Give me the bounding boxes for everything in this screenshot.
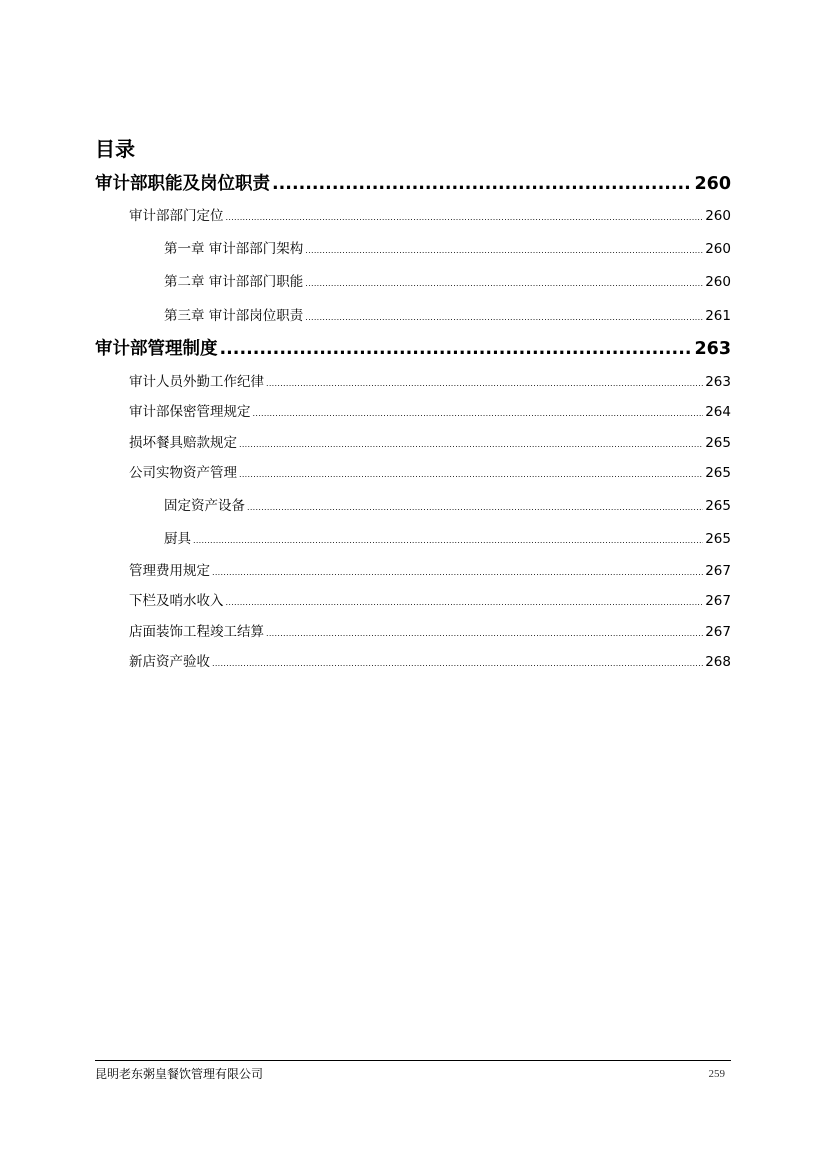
toc-entry-label: 店面装饰工程竣工结算 [129, 624, 264, 640]
toc-entry-label: 审计部部门定位 [129, 208, 224, 224]
toc-entry-page: 260 [705, 241, 731, 257]
dot-leader [220, 337, 693, 361]
toc-entry-page: 260 [694, 174, 731, 194]
toc-entry-label: 审计人员外勤工作纪律 [129, 374, 264, 390]
toc-entry-label: 第二章 审计部部门职能 [164, 274, 304, 290]
dot-leader [226, 211, 704, 225]
toc-entry[interactable] [129, 403, 731, 421]
toc-entry-label: 第三章 审计部岗位职责 [164, 308, 304, 324]
toc-entry-page: 267 [705, 624, 731, 640]
toc-entry-label: 下栏及哨水收入 [129, 593, 224, 609]
toc-entry-page: 265 [705, 498, 731, 514]
toc-entry[interactable] [129, 653, 731, 671]
toc-entry-page: 265 [705, 531, 731, 547]
toc-entry-page: 263 [694, 339, 731, 359]
toc-entry-page: 268 [705, 654, 731, 670]
dot-leader [305, 277, 703, 291]
dot-leader [305, 311, 703, 325]
toc-entry-page: 261 [705, 308, 731, 324]
toc-entry[interactable] [95, 337, 731, 361]
dot-leader [193, 534, 703, 548]
footer-company-name: 昆明老东粥皇餐饮管理有限公司 [95, 1067, 264, 1081]
toc-entry-label: 管理费用规定 [129, 563, 210, 579]
toc-entry[interactable] [129, 562, 731, 580]
dot-leader [226, 596, 704, 610]
toc-entry-page: 260 [705, 208, 731, 224]
toc-entry[interactable] [129, 592, 731, 610]
toc-entry[interactable] [129, 207, 731, 225]
dot-leader [239, 468, 703, 482]
toc-entry[interactable] [164, 307, 731, 325]
toc-entry-page: 267 [705, 593, 731, 609]
toc-entry-page: 265 [705, 465, 731, 481]
toc-entry-label: 公司实物资产管理 [129, 465, 237, 481]
dot-leader [266, 627, 703, 641]
footer-page-number: 259 [708, 1068, 725, 1080]
toc-entry[interactable] [129, 464, 731, 482]
toc-entry-label: 审计部管理制度 [95, 339, 218, 359]
toc-entry[interactable] [95, 172, 731, 196]
toc-entry-label: 审计部职能及岗位职责 [95, 174, 270, 194]
toc-entry[interactable] [164, 240, 731, 258]
toc-entry-page: 263 [705, 374, 731, 390]
toc-title: 目录 [95, 137, 135, 161]
dot-leader [212, 566, 703, 580]
toc-entry[interactable] [129, 623, 731, 641]
dot-leader [212, 657, 703, 671]
toc-entry[interactable] [164, 273, 731, 291]
dot-leader [247, 501, 703, 515]
toc-entry-label: 厨具 [164, 531, 191, 547]
page-footer [95, 1060, 731, 1081]
dot-leader [266, 377, 703, 391]
dot-leader [272, 172, 692, 196]
toc-entry[interactable] [164, 530, 731, 548]
toc-entry[interactable] [129, 434, 731, 452]
toc-entry[interactable] [129, 373, 731, 391]
toc-entry-page: 260 [705, 274, 731, 290]
dot-leader [253, 407, 704, 421]
dot-leader [239, 438, 703, 452]
toc-entry[interactable] [164, 497, 731, 515]
toc-entry-page: 264 [705, 404, 731, 420]
toc-entry-page: 267 [705, 563, 731, 579]
toc-entry-label: 固定资产设备 [164, 498, 245, 514]
toc-entry-label: 第一章 审计部部门架构 [164, 241, 304, 257]
toc-entry-label: 损坏餐具赔款规定 [129, 435, 237, 451]
toc-entry-label: 审计部保密管理规定 [129, 404, 251, 420]
toc-entry-page: 265 [705, 435, 731, 451]
toc-entry-label: 新店资产验收 [129, 654, 210, 670]
dot-leader [305, 244, 703, 258]
